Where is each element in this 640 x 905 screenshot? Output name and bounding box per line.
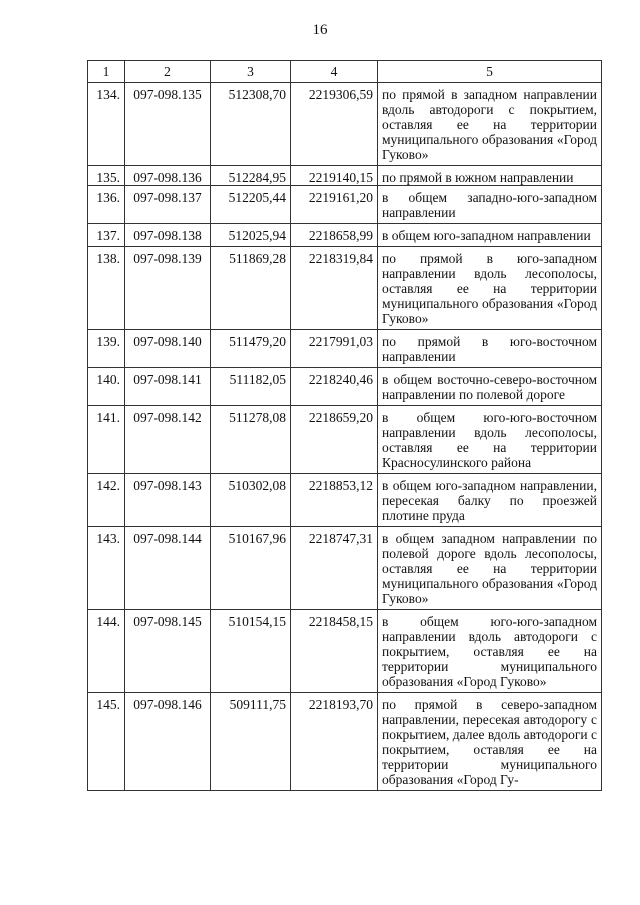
table-row xyxy=(88,610,602,693)
boundary-description-cell: по прямой в южном направлении xyxy=(378,166,602,186)
boundary-description-cell: в общем юго-юго-восточном направлении вдоль лесополосы, оставляя ее на территории Красносулинского района xyxy=(378,406,602,474)
row-number-cell: 144. xyxy=(88,610,125,693)
table-row xyxy=(88,330,602,368)
y-coordinate-cell: 2218458,15 xyxy=(291,610,378,693)
row-number-cell: 141. xyxy=(88,406,125,474)
boundary-description-cell: по прямой в юго-восточном направлении xyxy=(378,330,602,368)
x-coordinate-cell: 511182,05 xyxy=(211,368,291,406)
point-code-cell: 097-098.141 xyxy=(125,368,211,406)
boundary-description-cell: в общем юго-западном направлении, пересекая балку по проезжей плотине пруда xyxy=(378,474,602,527)
y-coordinate-cell: 2219161,20 xyxy=(291,186,378,224)
boundary-table xyxy=(87,60,602,791)
x-coordinate-cell: 512308,70 xyxy=(211,83,291,166)
y-coordinate-cell: 2218193,70 xyxy=(291,693,378,791)
table-row xyxy=(88,406,602,474)
table-row xyxy=(88,247,602,330)
header-cell-4: 4 xyxy=(291,61,378,83)
boundary-description-cell: по прямой в западном направлении вдоль автодороги с покрытием, оставляя ее на территории муниципального образования «Город Гуково» xyxy=(378,83,602,166)
row-number-cell: 143. xyxy=(88,527,125,610)
y-coordinate-cell: 2218658,99 xyxy=(291,224,378,247)
point-code-cell: 097-098.143 xyxy=(125,474,211,527)
point-code-cell: 097-098.136 xyxy=(125,166,211,186)
table-header-row xyxy=(88,61,602,83)
header-cell-3: 3 xyxy=(211,61,291,83)
y-coordinate-cell: 2219140,15 xyxy=(291,166,378,186)
row-number-cell: 136. xyxy=(88,186,125,224)
point-code-cell: 097-098.146 xyxy=(125,693,211,791)
table-row xyxy=(88,166,602,186)
point-code-cell: 097-098.135 xyxy=(125,83,211,166)
point-code-cell: 097-098.137 xyxy=(125,186,211,224)
point-code-cell: 097-098.139 xyxy=(125,247,211,330)
table-row xyxy=(88,83,602,166)
page-number: 16 xyxy=(312,22,328,38)
boundary-description-cell: по прямой в юго-западном направлении вдоль лесополосы, оставляя ее на территории муниципального образования «Город Гуково» xyxy=(378,247,602,330)
boundary-description-cell: в общем западно-юго-западном направлении xyxy=(378,186,602,224)
x-coordinate-cell: 511278,08 xyxy=(211,406,291,474)
point-code-cell: 097-098.142 xyxy=(125,406,211,474)
x-coordinate-cell: 512205,44 xyxy=(211,186,291,224)
point-code-cell: 097-098.145 xyxy=(125,610,211,693)
x-coordinate-cell: 510167,96 xyxy=(211,527,291,610)
y-coordinate-cell: 2218659,20 xyxy=(291,406,378,474)
y-coordinate-cell: 2218319,84 xyxy=(291,247,378,330)
row-number-cell: 145. xyxy=(88,693,125,791)
point-code-cell: 097-098.144 xyxy=(125,527,211,610)
table-row xyxy=(88,693,602,791)
boundary-description-cell: по прямой в северо-западном направлении, пересекая автодорогу с покрытием, далее вдоль автодороги с покрытием, оставляя ее на территории муниципального образования «Город Гу- xyxy=(378,693,602,791)
table-row xyxy=(88,224,602,247)
point-code-cell: 097-098.140 xyxy=(125,330,211,368)
y-coordinate-cell: 2218747,31 xyxy=(291,527,378,610)
header-cell-1: 1 xyxy=(88,61,125,83)
boundary-description-cell: в общем юго-западном направлении xyxy=(378,224,602,247)
x-coordinate-cell: 511869,28 xyxy=(211,247,291,330)
table-row xyxy=(88,186,602,224)
x-coordinate-cell: 512284,95 xyxy=(211,166,291,186)
row-number-cell: 139. xyxy=(88,330,125,368)
x-coordinate-cell: 510154,15 xyxy=(211,610,291,693)
y-coordinate-cell: 2218853,12 xyxy=(291,474,378,527)
boundary-description-cell: в общем юго-юго-западном направлении вдоль автодороги с покрытием, оставляя ее на территории муниципального образования «Город Гуково» xyxy=(378,610,602,693)
row-number-cell: 137. xyxy=(88,224,125,247)
y-coordinate-cell: 2218240,46 xyxy=(291,368,378,406)
table-row xyxy=(88,527,602,610)
row-number-cell: 140. xyxy=(88,368,125,406)
x-coordinate-cell: 511479,20 xyxy=(211,330,291,368)
row-number-cell: 142. xyxy=(88,474,125,527)
boundary-description-cell: в общем западном направлении по полевой дороге вдоль лесополосы, оставляя ее на территории муниципального образования «Город Гуково» xyxy=(378,527,602,610)
table-row xyxy=(88,368,602,406)
boundary-description-cell: в общем восточно-северо-восточном направлении по полевой дороге xyxy=(378,368,602,406)
header-cell-2: 2 xyxy=(125,61,211,83)
table-row xyxy=(88,474,602,527)
header-cell-5: 5 xyxy=(378,61,602,83)
x-coordinate-cell: 512025,94 xyxy=(211,224,291,247)
point-code-cell: 097-098.138 xyxy=(125,224,211,247)
row-number-cell: 135. xyxy=(88,166,125,186)
x-coordinate-cell: 510302,08 xyxy=(211,474,291,527)
y-coordinate-cell: 2219306,59 xyxy=(291,83,378,166)
row-number-cell: 134. xyxy=(88,83,125,166)
y-coordinate-cell: 2217991,03 xyxy=(291,330,378,368)
row-number-cell: 138. xyxy=(88,247,125,330)
x-coordinate-cell: 509111,75 xyxy=(211,693,291,791)
